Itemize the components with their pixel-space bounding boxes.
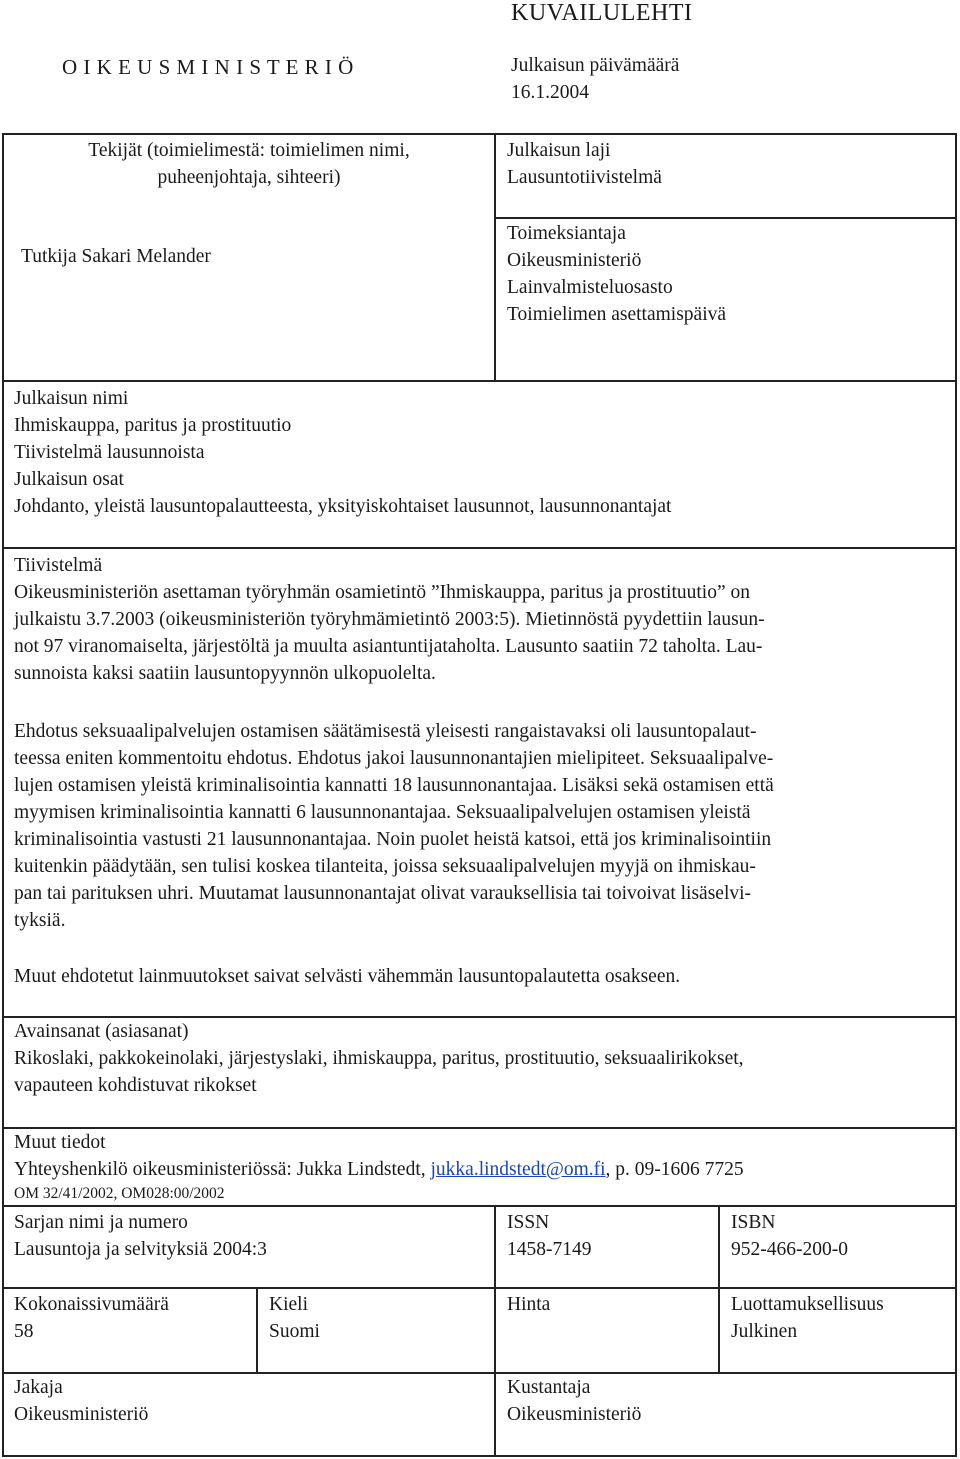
- divider-series-2: [718, 1205, 720, 1373]
- isbn-value: 952-466-200-0: [731, 1239, 848, 1260]
- isbn-label: ISBN: [731, 1212, 776, 1233]
- isbn: [731, 1209, 848, 1263]
- reference-numbers: OM 32/41/2002, OM028:00/2002: [14, 1185, 225, 1202]
- rule-top-section: [2, 380, 957, 382]
- summary-p2-line: Ehdotus seksuaalipalvelujen ostamisen säätämisestä yleisesti rangaistavaksi oli lausuntopalaut-: [14, 721, 757, 742]
- distributor-value: Oikeusministeriö: [14, 1404, 149, 1425]
- commissioner-value-line1: Oikeusministeriö: [507, 250, 642, 271]
- confidentiality-value: Julkinen: [731, 1321, 798, 1342]
- issn-label: ISSN: [507, 1212, 550, 1233]
- authors-label: [4, 137, 494, 191]
- rule-top: [2, 133, 957, 135]
- confidentiality: [731, 1291, 884, 1345]
- language-label: Kieli: [269, 1294, 308, 1315]
- contact-suffix: , p. 09-1606 7725: [605, 1159, 744, 1180]
- summary-paragraph-3: [14, 963, 944, 990]
- series-label: Sarjan nimi ja numero: [14, 1212, 188, 1233]
- publisher-value: Oikeusministeriö: [507, 1404, 642, 1425]
- publication-name-line2: Tiivistelmä lausunnoista: [14, 442, 205, 463]
- divider-series-1: [494, 1205, 496, 1456]
- summary-p2-line: pan tai parituksen uhri. Muutamat lausunnonantajat olivat varauksellisia tai toivoivat lisäselvi-: [14, 883, 752, 904]
- contact-email-link[interactable]: jukka.lindstedt@om.fi: [430, 1159, 606, 1180]
- page-count-value: 58: [14, 1321, 34, 1342]
- divider-pages: [256, 1287, 258, 1373]
- publication-parts-value: Johdanto, yleistä lausuntopalautteesta, yksityiskohtaiset lausunnot, lausunnonantajat: [14, 496, 672, 517]
- summary-p1-line: sunnoista kaksi saatiin lausuntopyynnön ulkopuolelta.: [14, 663, 436, 684]
- summary-paragraph-1: [14, 579, 944, 687]
- summary-p1-line: Oikeusministeriön asettaman työryhmän osamietintö ”Ihmiskauppa, paritus ja prostituutio” on: [14, 582, 750, 603]
- publication-type-value: Lausuntotiivistelmä: [507, 167, 662, 188]
- distributor: [14, 1374, 148, 1428]
- publication-date: [511, 52, 679, 106]
- summary-label-text: Tiivistelmä: [14, 555, 103, 576]
- publication-type: [507, 137, 662, 191]
- border-right: [955, 133, 957, 1456]
- appointment-date-label: Toimielimen asettamispäivä: [507, 304, 727, 325]
- publication-name-line1: Ihmiskauppa, paritus ja prostituutio: [14, 415, 292, 436]
- publication-date-label: Julkaisun päivämäärä: [511, 55, 680, 76]
- authors-value: Tutkija Sakari Melander: [21, 246, 211, 267]
- border-left: [2, 133, 4, 1456]
- distributor-label: Jakaja: [14, 1377, 63, 1398]
- rule-parts: [2, 547, 957, 549]
- commissioner-label: Toimeksiantaja: [507, 223, 626, 244]
- confidentiality-label: Luottamuksellisuus: [731, 1294, 884, 1315]
- other-info: [14, 1129, 944, 1183]
- language-value: Suomi: [269, 1321, 320, 1342]
- publication-name-label: Julkaisun nimi: [14, 388, 129, 409]
- keywords: [14, 1018, 944, 1099]
- summary-p2-line: tyksiä.: [14, 910, 66, 931]
- summary-p2-line: myymisen kriminalisointia kannatti 6 lausunnonantajaa. Seksuaalipalvelujen ostamisen yleistä: [14, 802, 751, 823]
- price-label: Hinta: [507, 1294, 551, 1315]
- commissioner: [507, 220, 726, 328]
- summary-p3-line: Muut ehdotetut lainmuutokset saivat selvästi vähemmän lausuntopalautetta osakseen.: [14, 966, 681, 987]
- summary-label: [14, 552, 944, 579]
- publication-parts-label: Julkaisun osat: [14, 469, 124, 490]
- rule-bottom: [2, 1455, 957, 1457]
- page-count: [14, 1291, 169, 1345]
- summary-p2-line: kuitenkin päädytään, sen tulisi koskea tilanteita, joissa seksuaalipalvelujen myyjä on ihmiskau-: [14, 856, 756, 877]
- summary-p2-line: kriminalisointia vastusti 21 lausunnonantajaa. Noin puolet heistä katsoi, että jos kriminalisointiin: [14, 829, 772, 850]
- keywords-label: Avainsanat (asiasanat): [14, 1021, 189, 1042]
- publication-type-label: Julkaisun laji: [507, 140, 611, 161]
- issn: [507, 1209, 592, 1263]
- language: [269, 1291, 320, 1345]
- other-info-label: Muut tiedot: [14, 1132, 106, 1153]
- rule-other: [2, 1205, 957, 1207]
- publisher-label: Kustantaja: [507, 1377, 591, 1398]
- keywords-line2: vapauteen kohdistuvat rikokset: [14, 1075, 257, 1096]
- rule-pubtype: [494, 217, 957, 219]
- summary-p2-line: teessa eniten kommentoitu ehdotus. Ehdotus jakoi lausunnonantajien mielipiteet. Seksuaalipalve-: [14, 748, 774, 769]
- document-title: KUVAILULEHTI: [511, 0, 693, 26]
- contact-prefix: Yhteyshenkilö oikeusministeriössä: Jukka Lindstedt,: [14, 1159, 431, 1180]
- contact-line: [14, 1156, 944, 1183]
- publication-name: [14, 385, 671, 520]
- ministry-name: O I K E U S M I N I S T E R I Ö: [62, 55, 354, 79]
- publisher: [507, 1374, 641, 1428]
- series: [14, 1209, 267, 1263]
- summary-p1-line: not 97 viranomaiselta, järjestöltä ja muulta asiantuntijataholta. Lausunto saatiin 72 taholta. Lau-: [14, 636, 763, 657]
- authors-label-line1: Tekijät (toimielimestä: toimielimen nimi,: [88, 140, 410, 161]
- page-count-label: Kokonaissivumäärä: [14, 1294, 169, 1315]
- issn-value: 1458-7149: [507, 1239, 592, 1260]
- divider-top-middle: [494, 133, 496, 381]
- rule-series: [2, 1287, 957, 1289]
- summary-p2-line: lujen ostamisen yleistä kriminalisointia kannatti 18 lausunnonantajaa. Lisäksi sekä ostamisen että: [14, 775, 774, 796]
- publication-date-value: 16.1.2004: [511, 82, 589, 103]
- keywords-line1: Rikoslaki, pakkokeinolaki, järjestyslaki, ihmiskauppa, paritus, prostituutio, seksuaalirikokset,: [14, 1048, 744, 1069]
- summary-p1-line: julkaistu 3.7.2003 (oikeusministeriön työryhmämietintö 2003:5). Mietinnöstä pyydettiin lausun-: [14, 609, 765, 630]
- commissioner-value-line2: Lainvalmisteluosasto: [507, 277, 673, 298]
- authors-label-line2: puheenjohtaja, sihteeri): [157, 167, 341, 188]
- summary-paragraph-2: [14, 718, 944, 934]
- series-value: Lausuntoja ja selvityksiä 2004:3: [14, 1239, 267, 1260]
- price: [507, 1291, 550, 1318]
